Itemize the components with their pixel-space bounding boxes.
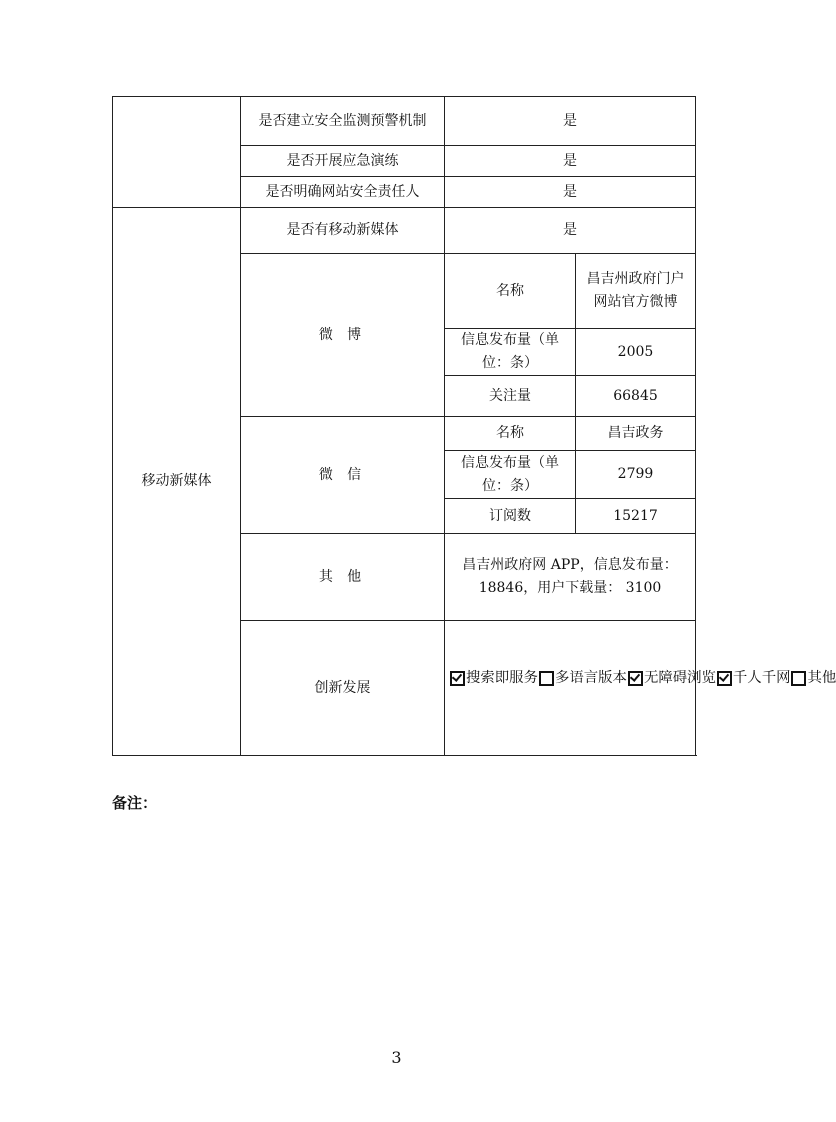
option-personalized-web[interactable] xyxy=(716,667,791,690)
weibo-posts-value: 2005 xyxy=(576,329,696,376)
checkbox-checked-icon[interactable] xyxy=(717,671,732,686)
weibo-followers-value: 66845 xyxy=(576,376,696,417)
mobile-section-label: 移动新媒体 xyxy=(113,208,241,756)
weibo-name-label: 名称 xyxy=(445,254,576,329)
other-label: 其 他 xyxy=(241,534,445,621)
checkbox-checked-icon[interactable] xyxy=(628,671,643,686)
innovation-label: 创新发展 xyxy=(241,621,445,756)
responsible-value: 是 xyxy=(445,177,696,208)
option-other[interactable] xyxy=(790,667,836,690)
page-number: 3 xyxy=(391,1048,402,1067)
other-value: 昌吉州政府网 APP，信息发布量：18846，用户下载量： 3100 xyxy=(445,534,696,621)
has-media-label: 是否有移动新媒体 xyxy=(241,208,445,254)
checkbox-checked-icon[interactable] xyxy=(450,671,465,686)
weibo-posts-label: 信息发布量（单位：条） xyxy=(445,329,576,376)
wechat-subscribers-value: 15217 xyxy=(576,499,696,534)
drill-value: 是 xyxy=(445,146,696,177)
option-accessible-browsing[interactable] xyxy=(627,667,716,690)
option-multilingual[interactable] xyxy=(538,667,627,690)
option-label: 无障碍浏览 xyxy=(643,669,716,686)
wechat-posts-label: 信息发布量（单位：条） xyxy=(445,451,576,499)
wechat-name-label: 名称 xyxy=(445,417,576,451)
innovation-options-cell xyxy=(445,621,836,756)
weibo-name-value: 昌吉州政府门户网站官方微博 xyxy=(576,254,696,329)
weibo-label: 微 博 xyxy=(241,254,445,417)
wechat-posts-value: 2799 xyxy=(576,451,696,499)
option-label: 多语言版本 xyxy=(554,669,627,686)
option-label: 千人千网 xyxy=(732,669,791,686)
option-label: 搜索即服务 xyxy=(466,669,538,686)
report-table xyxy=(112,96,836,756)
wechat-name-value: 昌吉政务 xyxy=(576,417,696,451)
responsible-label: 是否明确网站安全责任人 xyxy=(241,177,445,208)
security-section-cell xyxy=(113,97,241,208)
monitoring-label: 是否建立安全监测预警机制 xyxy=(241,97,445,146)
monitoring-value: 是 xyxy=(445,97,696,146)
innovation-options xyxy=(449,667,836,690)
weibo-followers-label: 关注量 xyxy=(445,376,576,417)
checkbox-unchecked-icon[interactable] xyxy=(791,671,806,686)
checkbox-unchecked-icon[interactable] xyxy=(539,671,554,686)
drill-label: 是否开展应急演练 xyxy=(241,146,445,177)
option-search-as-service[interactable] xyxy=(449,667,538,690)
remark-label: 备注： xyxy=(112,794,158,812)
wechat-subscribers-label: 订阅数 xyxy=(445,499,576,534)
wechat-label: 微 信 xyxy=(241,417,445,534)
option-label: 其他 xyxy=(807,669,836,686)
has-media-value: 是 xyxy=(445,208,696,254)
